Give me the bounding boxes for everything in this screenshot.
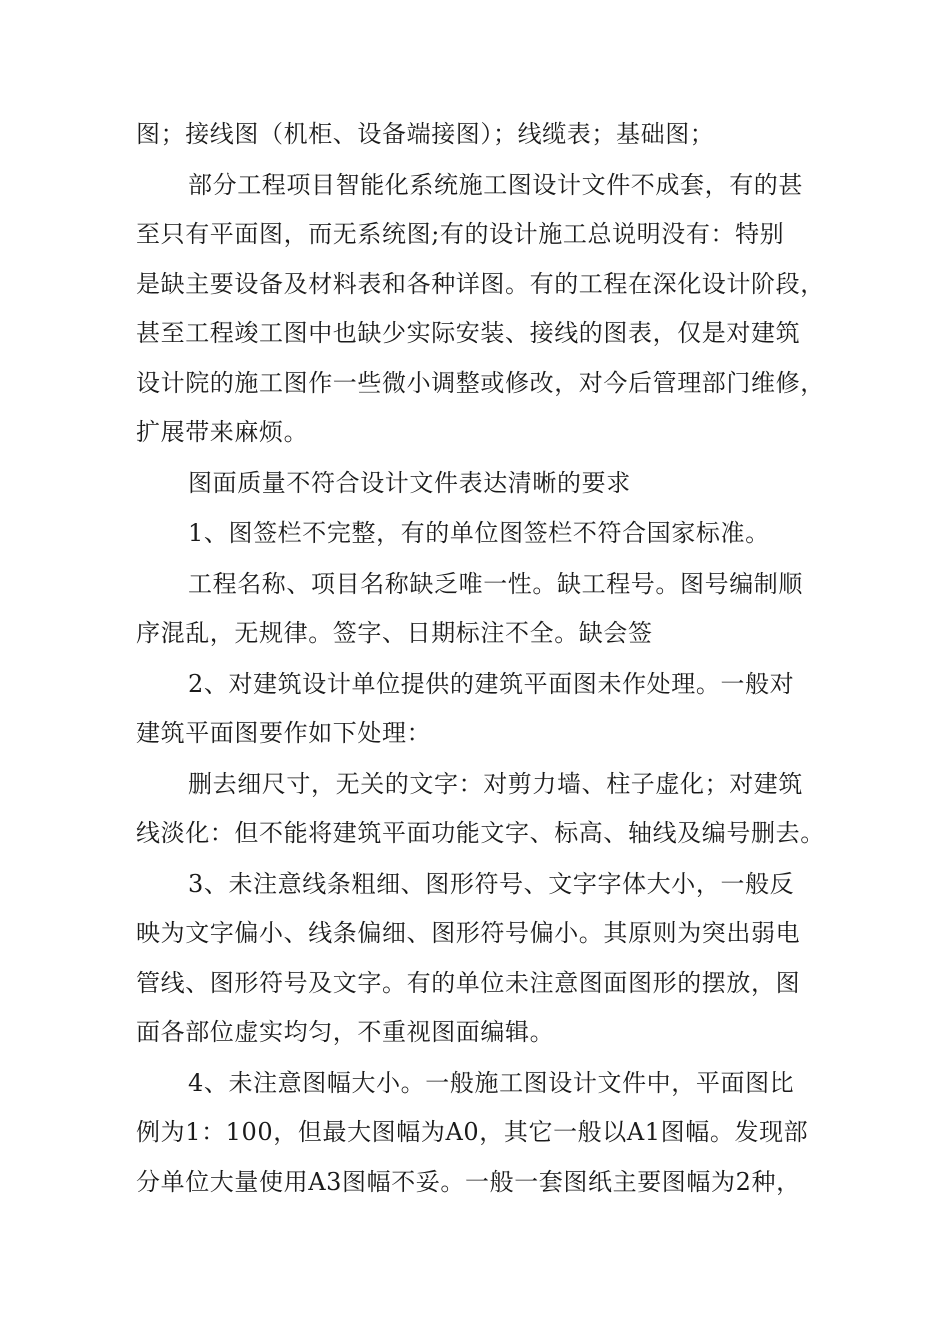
- text-line: 例为1：100，但最大图幅为A0，其它一般以A1图幅。发现部: [136, 1118, 809, 1146]
- paragraph-8: [136, 860, 840, 1058]
- text-line: 1、图签栏不完整，有的单位图签栏不符合国家标准。: [188, 519, 770, 547]
- text-line: 管线、图形符号及文字。有的单位未注意图面图形的摆放，图: [136, 968, 801, 997]
- text-line: 设计院的施工图作一些微小调整或修改，对今后管理部门维修，: [136, 368, 825, 397]
- text-line: 工程名称、项目名称缺乏唯一性。缺工程号。图号编制顺: [188, 569, 803, 598]
- text-line: 映为文字偏小、线条偏细、图形符号偏小。其原则为突出弱电: [136, 919, 801, 947]
- text-line: 图；接线图（机柜、设备端接图）；线缆表；基础图；: [136, 120, 715, 148]
- text-line: 是缺主要设备及材料表和各种详图。有的工程在深化设计阶段，: [136, 269, 825, 298]
- text-line: 线淡化：但不能将建筑平面功能文字、标高、轴线及编号删去。: [136, 819, 825, 847]
- text-line: 甚至工程竣工图中也缺少实际安装、接线的图表，仅是对建筑: [136, 319, 801, 347]
- text-line: 2、对建筑设计单位提供的建筑平面图未作处理。一般对: [188, 669, 795, 698]
- paragraph-4: [136, 509, 840, 559]
- text-line: 序混乱，无规律。签字、日期标注不全。缺会签: [136, 619, 653, 647]
- text-line: 扩展带来麻烦。: [136, 418, 309, 446]
- paragraph-1: [136, 110, 840, 160]
- text-line: 删去细尺寸，无关的文字：对剪力墙、柱子虚化；对建筑: [188, 769, 803, 798]
- text-line: 建筑平面图要作如下处理：: [136, 719, 432, 747]
- text-line: 部分工程项目智能化系统施工图设计文件不成套，有的甚: [188, 170, 803, 199]
- text-line: 图面质量不符合设计文件表达清晰的要求: [188, 468, 631, 497]
- paragraph-6: [136, 660, 840, 759]
- text-line: 分单位大量使用A3图幅不妥。一般一套图纸主要图幅为2种，: [136, 1167, 801, 1196]
- paragraph-9: [136, 1059, 840, 1208]
- text-line: 4、未注意图幅大小。一般施工图设计文件中，平面图比: [188, 1068, 795, 1097]
- paragraph-3: [136, 459, 840, 509]
- paragraph-7: [136, 760, 840, 859]
- text-line: 至只有平面图，而无系统图;有的设计施工总说明没有：特别: [136, 220, 785, 248]
- paragraph-5: [136, 560, 840, 659]
- paragraph-2: [136, 161, 840, 458]
- text-line: 3、未注意线条粗细、图形符号、文字字体大小，一般反: [188, 869, 795, 898]
- text-line: 面各部位虚实均匀，不重视图面编辑。: [136, 1018, 555, 1046]
